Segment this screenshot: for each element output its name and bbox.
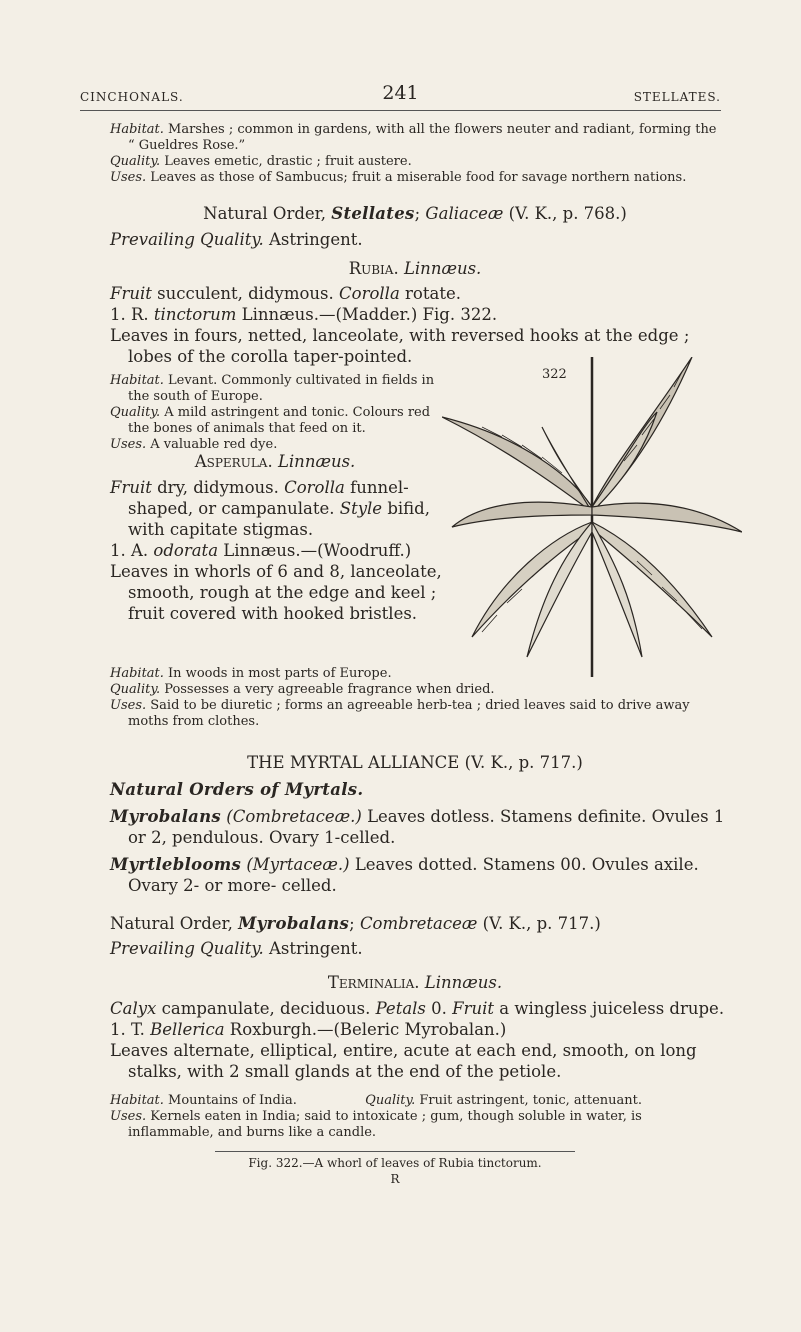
running-head-left: CINCHONALS. [80, 90, 184, 104]
asperula-description: Fruit dry, didymous. Corolla funnel-shaped, or campanulate. Style bifid, with capitate stigmas. 1. A. odorata Linnæus.—(Woodruff.) Leaves in whorls of 6 and 8, lanceolate, smooth, rough at the edge and keel ; fruit covered with hooked bristles. [110, 477, 445, 624]
alliance-heading: THE MYRTAL ALLIANCE (V. K., p. 717.) [247, 753, 583, 772]
genus-terminalia: Terminalia. Linnæus. [327, 973, 503, 992]
habitat-line: Habitat. Marshes ; common in gardens, with all the flowers neuter and radiant, forming the “ Gueldres Rose.” [110, 122, 717, 153]
terminalia-description: Calyx campanulate, deciduous. Petals 0. Fruit a wingless juiceless drupe. 1. T. Bellerica Roxburgh.—(Beleric Myrobalan.) Leaves alternate, elliptical, entire, acute at each end, smooth, on long stalks, with 2 small glands at the end of the petiole. [110, 998, 735, 1082]
leaf-lower-right [592, 522, 712, 637]
order-myrtleblooms-entry: Myrtleblooms (Myrtaceæ.) Leaves dotted. Stamens 00. Ovules axile. Ovary 2- or more- celled. [110, 855, 699, 895]
prevailing-quality-1: Prevailing Quality. Astringent. [110, 230, 363, 249]
natural-orders-subheading: Natural Orders of Myrtals. [110, 780, 364, 799]
running-head-right: STELLATES. [633, 90, 721, 104]
viburnum-notes [110, 122, 720, 186]
myrtal-orders-list [110, 806, 730, 896]
leaf-right-horizontal [592, 503, 742, 532]
page-number: 241 [382, 82, 419, 104]
natural-order-stellates: Natural Order, Stellates; Galiaceæ (V. K., p. 768.) [203, 204, 627, 223]
rubia-leaf-whorl-illustration [442, 357, 742, 677]
quality-line: Quality. Leaves emetic, drastic ; fruit austere. [110, 154, 412, 169]
terminalia-notes: Habitat. Mountains of India. Quality. Fruit astringent, tonic, attenuant. Uses. Kernels eaten in India; said to intoxicate ; gum, though soluble in water, is inflammable, and burns like a candle. [110, 1093, 643, 1140]
asperula-leaves: Leaves in whorls of 6 and 8, lanceolate, smooth, rough at the edge and keel ; fruit covered with hooked bristles. [110, 562, 442, 623]
prevailing-quality-2: Prevailing Quality. Astringent. [110, 939, 363, 958]
leaf-upper-left [442, 417, 592, 512]
leaf-lower-left [472, 522, 592, 637]
asperula-notes: Habitat. In woods in most parts of Europe. Quality. Possesses a very agreeable fragrance when dried. Uses. Said to be diuretic ; forms an agreeable herb-tea ; dried leaves said to drive away moths from clothes. [110, 666, 690, 729]
header-rule [80, 110, 721, 111]
figure-caption: Fig. 322.—A whorl of leaves of Rubia tinctorum. [248, 1156, 542, 1170]
signature-mark: R [390, 1172, 400, 1186]
rubia-leaves: Leaves in fours, netted, lanceolate, with reversed hooks at the edge ; lobes of the corolla taper-pointed. [110, 326, 690, 366]
caption-rule [215, 1151, 575, 1152]
uses-line: Uses. Leaves as those of Sambucus; fruit a miserable food for savage northern nations. [110, 170, 687, 185]
natural-order-myrobalans: Natural Order, Myrobalans; Combretaceæ (V. K., p. 717.) [110, 914, 601, 933]
leaf-upper-mid-right [592, 412, 657, 512]
figure-322 [442, 357, 742, 677]
genus-rubia: Rubia. Linnæus. [348, 259, 482, 278]
rubia-notes: Habitat. Levant. Commonly cultivated in fields in the south of Europe. Quality. A mild astringent and tonic. Colours red the bones of animals that feed on it. Uses. A valuable red dye. [110, 373, 435, 452]
leaf-left-horizontal [452, 502, 592, 527]
running-head [80, 82, 721, 108]
order-myrobalans-entry: Myrobalans (Combretaceæ.) Leaves dotless. Stamens definite. Ovules 1 or 2, pendulous. Ovary 1-celled. [110, 807, 725, 847]
genus-asperula: Asperula. Linnæus. [194, 452, 356, 471]
figure-number-label: 322 [542, 367, 567, 382]
rubia-description: Fruit succulent, didymous. Corolla rotate. 1. R. tinctorum Linnæus.—(Madder.) Fig. 322. Leaves in fours, netted, lanceolate, with reversed hooks at the edge ; lobes of the corolla taper-pointed. [110, 283, 730, 367]
terminalia-leaves: Leaves alternate, elliptical, entire, acute at each end, smooth, on long stalks, with 2 small glands at the end of the petiole. [110, 1041, 697, 1081]
